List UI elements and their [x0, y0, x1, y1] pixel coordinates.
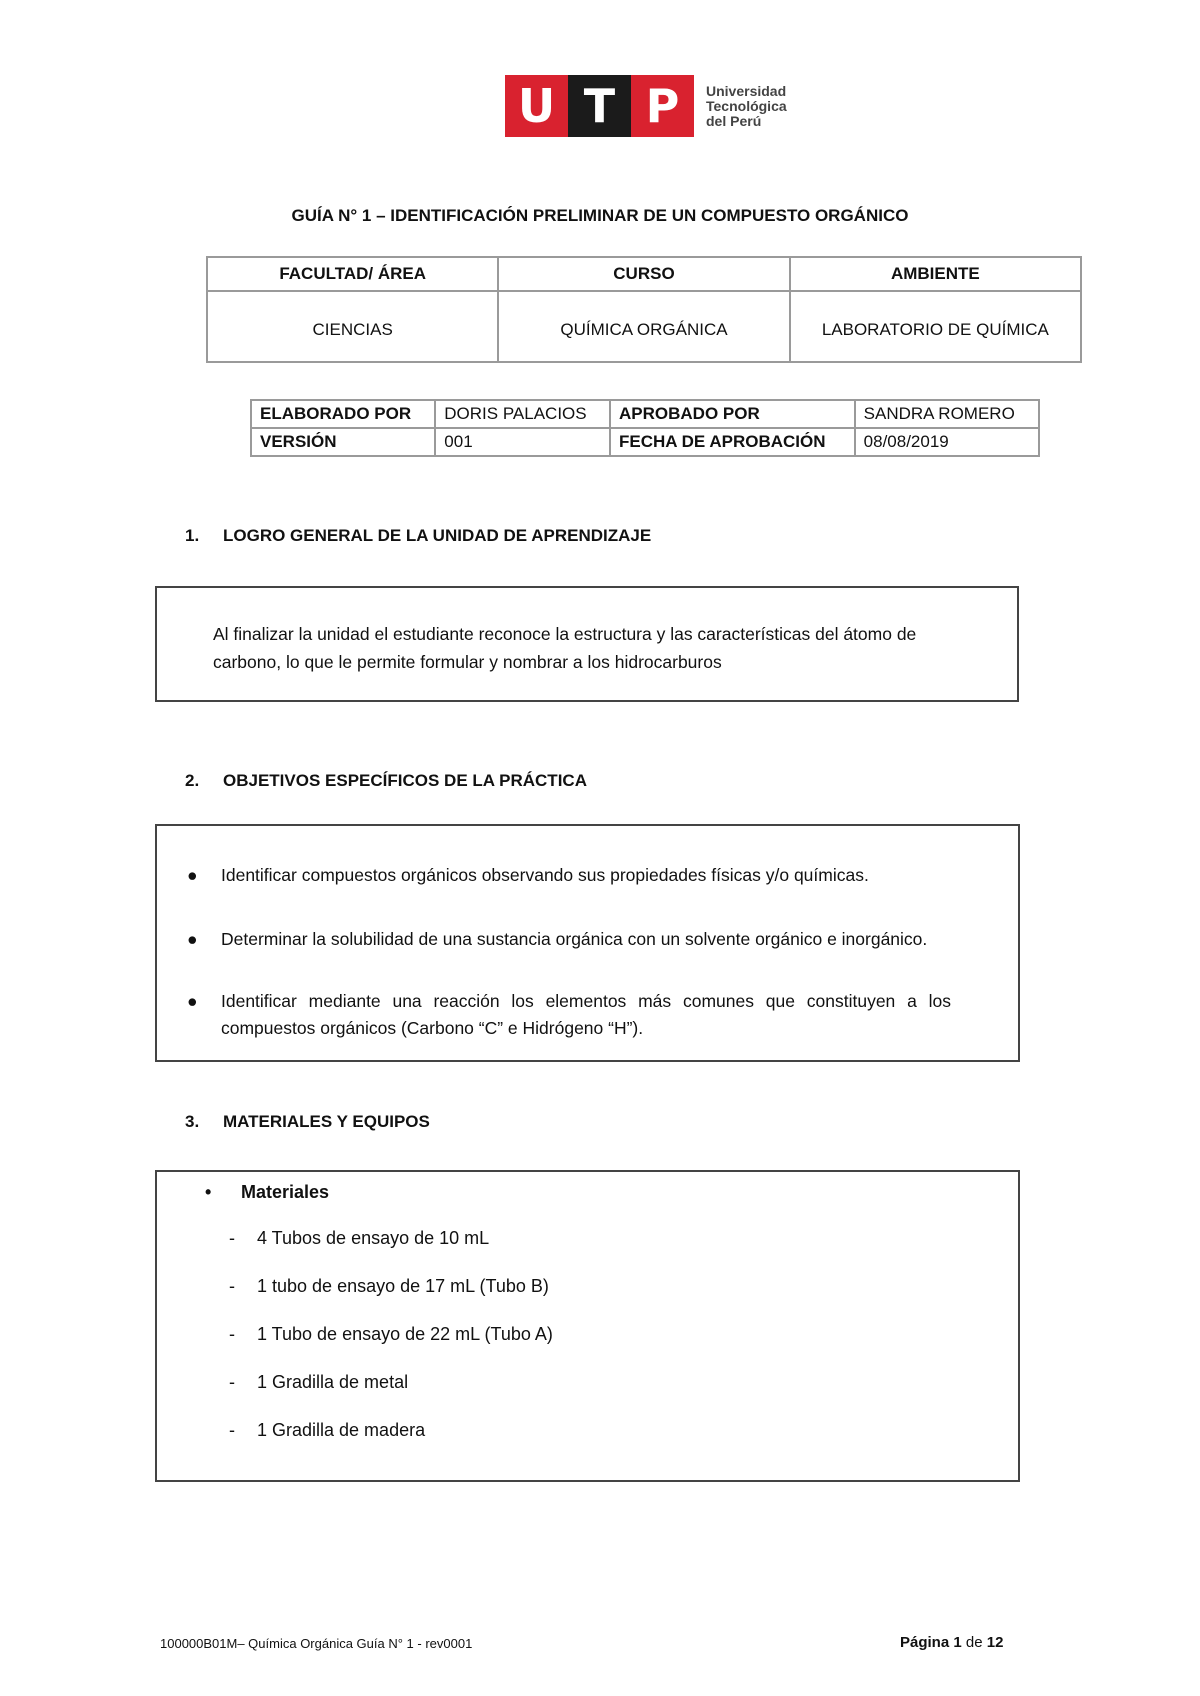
- utp-logo-mark: [505, 75, 694, 137]
- course-info-table: [206, 256, 1082, 363]
- page-current: 1: [953, 1634, 962, 1651]
- section-2-title: OBJETIVOS ESPECÍFICOS DE LA PRÁCTICA: [223, 771, 587, 790]
- bullet-icon: ●: [187, 865, 198, 885]
- dash-icon: -: [229, 1420, 235, 1440]
- header-ambiente: AMBIENTE: [790, 257, 1081, 291]
- dash-icon: -: [229, 1228, 235, 1248]
- utp-logo: [505, 74, 805, 138]
- objective-text: Determinar la solubilidad de una sustancia orgánica con un solvente orgánico e inorgánico.: [221, 929, 928, 949]
- footer-page-number: [900, 1634, 1003, 1651]
- section-1-number: 1.: [185, 526, 200, 545]
- section-1-title: LOGRO GENERAL DE LA UNIDAD DE APRENDIZAJE: [223, 526, 652, 545]
- footer-document-code: 100000B01M– Química Orgánica Guía N° 1 - rev0001: [160, 1636, 473, 1651]
- section-1-heading: [185, 526, 651, 546]
- value-facultad: CIENCIAS: [207, 291, 498, 362]
- materiales-box: [155, 1170, 1020, 1482]
- materiales-subtitle: Materiales: [241, 1182, 330, 1202]
- header-facultad: FACULTAD/ ÁREA: [207, 257, 498, 291]
- section-2-heading: [185, 771, 587, 791]
- page-word: Página: [900, 1634, 950, 1651]
- section-3-number: 3.: [185, 1112, 200, 1131]
- logro-text: Al finalizar la unidad el estudiante reconoce la estructura y las características del átomo de carbono, lo que le permite formular y nombrar a los hidrocarburos: [213, 624, 917, 672]
- logo-line-2: Tecnológica: [706, 97, 787, 114]
- section-2-number: 2.: [185, 771, 200, 790]
- objective-text: Identificar compuestos orgánicos observando sus propiedades físicas y/o químicas.: [221, 865, 869, 885]
- page-total: 12: [986, 1634, 1004, 1651]
- aprobado-value: SANDRA ROMERO: [855, 400, 1039, 428]
- dash-icon: -: [229, 1324, 235, 1344]
- fecha-value: 08/08/2019: [855, 428, 1039, 456]
- logo-letter-p: P: [631, 75, 694, 137]
- logro-box: [155, 586, 1019, 702]
- logo-line-3: del Perú: [706, 112, 762, 129]
- elaborado-value: DORIS PALACIOS: [435, 400, 610, 428]
- value-ambiente: LABORATORIO DE QUÍMICA: [790, 291, 1081, 362]
- material-text: 1 Gradilla de metal: [257, 1372, 409, 1392]
- document-meta-table: [250, 399, 1040, 457]
- dash-icon: -: [229, 1276, 235, 1296]
- page-of: de: [965, 1634, 983, 1651]
- logo-letter-u: U: [505, 75, 568, 137]
- objetivos-box: [155, 824, 1020, 1062]
- aprobado-label: APROBADO POR: [610, 400, 855, 428]
- header-curso: CURSO: [498, 257, 789, 291]
- material-text: 1 Tubo de ensayo de 22 mL (Tubo A): [257, 1324, 553, 1344]
- bullet-icon: ●: [187, 991, 198, 1011]
- material-text: 4 Tubos de ensayo de 10 mL: [257, 1228, 490, 1248]
- objective-text: Identificar mediante una reacción los elementos más comunes que constituyen a los compuestos orgánicos (Carbono “C” e Hidrógeno “H”).: [221, 991, 951, 1038]
- material-text: 1 tubo de ensayo de 17 mL (Tubo B): [257, 1276, 549, 1296]
- document-title: GUÍA N° 1 – IDENTIFICACIÓN PRELIMINAR DE UN COMPUESTO ORGÁNICO: [291, 206, 909, 225]
- section-3-title: MATERIALES Y EQUIPOS: [223, 1112, 430, 1131]
- section-3-heading: [185, 1112, 430, 1132]
- bullet-icon: ●: [187, 929, 198, 949]
- logo-line-1: Universidad: [706, 82, 787, 99]
- material-text: 1 Gradilla de madera: [257, 1420, 426, 1440]
- dash-icon: -: [229, 1372, 235, 1392]
- value-curso: QUÍMICA ORGÁNICA: [498, 291, 789, 362]
- fecha-label: FECHA DE APROBACIÓN: [610, 428, 855, 456]
- logo-letter-t: T: [568, 75, 631, 137]
- elaborado-label: ELABORADO POR: [251, 400, 435, 428]
- version-value: 001: [435, 428, 610, 456]
- logo-wordmark: [706, 84, 787, 129]
- bullet-icon: •: [205, 1182, 212, 1202]
- version-label: VERSIÓN: [251, 428, 435, 456]
